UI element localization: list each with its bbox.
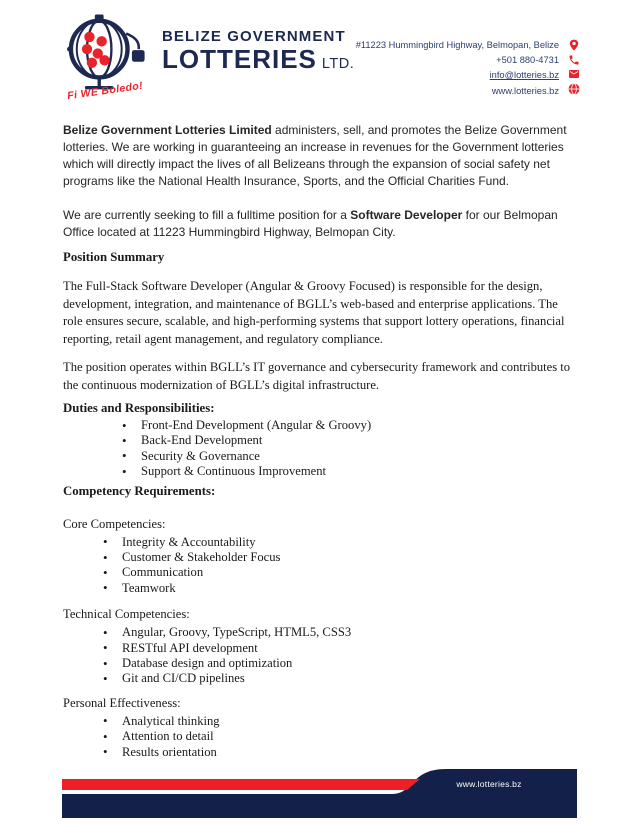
intro-paragraph-1-text: administers, sell, and promotes the Belize Government lotteries. We are working in guaranteeing an increase in revenues for the Government lotteries which will directly impact the lives of all Belizeans through the expansion of social safety net programs like the National Health Insurance, Sports, and the Official Charities Fund. [63,123,567,188]
list-item: • Integrity & Accountability [122,535,580,550]
list-item: • Customer & Stakeholder Focus [122,550,580,565]
globe-icon [568,83,580,95]
contact-address: #11223 Hummingbird Highway, Belmopan, Belize [355,40,559,50]
position-summary-paragraph-1: The Full-Stack Software Developer (Angular & Groovy Focused) is responsible for the design, development, integration, and maintenance of BGLL’s web-based and enterprise applications. The role ensures secure, scalable, and high-performing systems that support lottery operations, financial reporting, retail agent management, and regulatory compliance. [63,279,565,346]
logo-ltd-suffix: LTD. [321,56,355,72]
letterhead [0,0,637,108]
phone-icon [568,54,580,66]
duties-heading: Duties and Responsibilities: [63,401,215,415]
technical-competencies-list [63,625,580,687]
personal-effectiveness-label: Personal Effectiveness: [63,695,181,710]
location-pin-icon [568,39,580,51]
footer-graphic [0,766,637,826]
position-summary-paragraph-2: The position operates within BGLL’s IT governance and cybersecurity framework and contributes to the continuous modernization of BGLL’s digital infrastructure. [63,360,571,392]
logo-line1: BELIZE GOVERNMENT [162,28,346,45]
list-item: • Attention to detail [122,729,580,744]
core-competencies-list [63,535,580,597]
core-competencies-group [63,517,580,597]
list-item: • Database design and optimization [122,656,580,671]
duties-list [63,418,580,480]
list-item: • Git and CI/CD pipelines [122,671,580,686]
email-envelope-icon [568,68,580,80]
company-logo [66,14,355,103]
list-item: • Angular, Groovy, TypeScript, HTML5, CSS3 [122,625,580,640]
list-item: • Security & Governance [141,449,580,464]
list-item: • Results orientation [122,745,580,760]
footer-navy-band [62,769,577,818]
list-item: • Analytical thinking [122,714,580,729]
personal-effectiveness-group [63,696,580,760]
intro-paragraph-1 [63,122,580,190]
contact-website: www.lotteries.bz [491,85,559,96]
intro-paragraph-2-pre: We are currently seeking to fill a fulltime position for a [63,208,351,222]
personal-effectiveness-list [63,714,580,760]
intro-paragraph-2-post: for our Belmopan Office located at 11223 Hummingbird Highway, Belmopan City. [63,208,558,239]
position-title-bold: Software Developer [350,208,463,222]
list-item: • Teamwork [122,581,580,596]
contact-phone: +501 880-4731 [496,55,559,66]
footer-banner [0,766,637,826]
footer-website: www.lotteries.bz [456,779,522,789]
position-summary-heading: Position Summary [63,250,165,264]
technical-competencies-group [63,607,580,687]
core-competencies-label: Core Competencies: [63,516,166,531]
list-item: • Back-End Development [141,433,580,448]
list-item: • Communication [122,565,580,580]
company-name-bold: Belize Government Lotteries Limited [63,123,272,137]
list-item: • Support & Continuous Improvement [141,464,580,479]
document-body [0,122,637,760]
contact-icon-column [568,39,580,95]
list-item: • RESTful API development [122,641,580,656]
logo-line2: LOTTERIES [162,44,317,74]
contact-email-link[interactable]: info@lotteries.bz [489,70,559,81]
competency-requirements-heading: Competency Requirements: [63,483,216,498]
logo-wordmark [162,28,354,94]
contact-info [356,38,580,99]
technical-competencies-label: Technical Competencies: [63,607,190,622]
intro-paragraph-2 [63,207,580,241]
logo-tagline: Fi WE Boledo! [66,79,144,103]
footer-red-stripe [62,779,420,790]
list-item: • Front-End Development (Angular & Groovy) [141,418,580,433]
